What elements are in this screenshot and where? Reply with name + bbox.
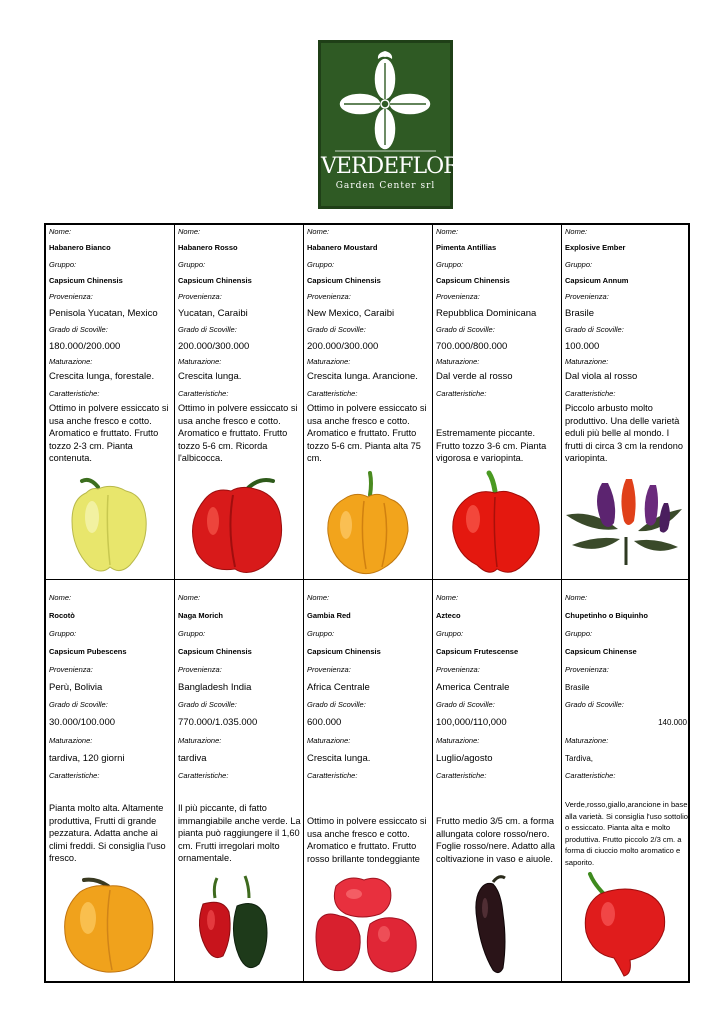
features-label: Caratteristiche: — [436, 771, 487, 780]
pepper-features: Ottimo in polvere essiccato si usa anche fresco e cotto. Aromatico e fruttato. Frutto rosso brillante tondeggiante — [307, 816, 427, 864]
pepper-features: Ottimo in polvere essiccato si usa anche fresco e cotto. Aromatico e fruttato. Frutto tozzo 5-6 cm. Pianta alta 75 cm. — [307, 403, 427, 464]
scoville-label: Grado di Scoville: — [565, 325, 624, 334]
pepper-name: Habanero Moustard — [307, 243, 378, 252]
pepper-scoville: 770.000/1.035.000 — [178, 717, 258, 728]
pepper-photo — [433, 469, 561, 579]
pepper-card — [46, 580, 175, 981]
name-label: Nome: — [565, 227, 588, 236]
origin-label: Provenienza: — [307, 292, 351, 301]
pepper-group: Capsicum Chinensis — [178, 276, 252, 285]
origin-label: Provenienza: — [178, 665, 222, 674]
pepper-group: Capsicum Chinensis — [49, 276, 123, 285]
name-label: Nome: — [178, 593, 201, 602]
pepper-photo — [175, 870, 303, 981]
pepper-origin: America Centrale — [436, 682, 510, 693]
pepper-maturation: tardiva — [178, 753, 207, 764]
pepper-scoville: 200.000/300.000 — [178, 341, 250, 352]
pepper-origin: Perù, Bolivia — [49, 682, 103, 693]
pepper-features: Ottimo in polvere essiccato si usa anche fresco e cotto. Aromatico e fruttato. Frutto tozzo 2-3 cm. Pianta contenuta. — [49, 403, 169, 464]
pepper-catalog-table — [44, 223, 690, 983]
pepper-scoville: 700.000/800.000 — [436, 341, 508, 352]
group-label: Gruppo: — [178, 260, 206, 269]
scoville-label: Grado di Scoville: — [436, 325, 495, 334]
pepper-features: Il più piccante, di fatto immangiabile anche verde. La pianta può raggiungere il 1,60 cm. Frutti irregolari molto ornamentale. — [178, 803, 301, 864]
maturation-label: Maturazione: — [178, 357, 222, 366]
pepper-group: Capsicum Frutescense — [436, 647, 519, 656]
pepper-scoville: 180.000/200.000 — [49, 341, 121, 352]
scoville-label: Grado di Scoville: — [565, 700, 624, 709]
pepper-origin: Bangladesh India — [178, 682, 252, 693]
name-label: Nome: — [49, 227, 72, 236]
pepper-group: Capsicum Chinensis — [178, 647, 252, 656]
features-label: Caratteristiche: — [49, 389, 100, 398]
pepper-features: Piccolo arbusto molto produttivo. Una delle varietà eduli più belle al mondo. I frutti di circa 3 cm la rendono variopinta. — [565, 403, 683, 464]
group-label: Gruppo: — [307, 629, 335, 638]
pepper-maturation: Crescita lunga. — [178, 371, 242, 382]
maturation-label: Maturazione: — [436, 357, 480, 366]
pepper-name: Habanero Rosso — [178, 243, 238, 252]
pepper-scoville: 30.000/100.000 — [49, 717, 116, 728]
pepper-scoville: 140.000 — [658, 718, 687, 727]
features-label: Caratteristiche: — [436, 389, 487, 398]
features-label: Caratteristiche: — [307, 771, 358, 780]
pepper-maturation: Crescita lunga. — [307, 753, 371, 764]
features-label: Caratteristiche: — [307, 389, 358, 398]
scoville-label: Grado di Scoville: — [307, 700, 366, 709]
pepper-scoville: 600.000 — [307, 717, 342, 728]
group-label: Gruppo: — [49, 629, 77, 638]
name-label: Nome: — [307, 227, 330, 236]
pepper-origin: Africa Centrale — [307, 682, 370, 693]
pepper-maturation: Dal verde al rosso — [436, 371, 513, 382]
origin-label: Provenienza: — [436, 665, 480, 674]
origin-label: Provenienza: — [49, 292, 93, 301]
verdeflora-logo — [318, 40, 474, 209]
pepper-name: Chupetinho o Biquinho — [565, 611, 648, 620]
group-label: Gruppo: — [436, 260, 464, 269]
pepper-group: Capsicum Annum — [565, 276, 629, 285]
pepper-group: Capsicum Chinensis — [307, 647, 381, 656]
pepper-photo — [562, 870, 690, 981]
pepper-name: Pimenta Antillias — [436, 243, 497, 252]
name-label: Nome: — [307, 593, 330, 602]
pepper-photo — [433, 870, 561, 981]
pepper-features: Pianta molto alta. Altamente produttiva, Frutti di grande pezzatura. Adatta anche ai climi freddi. Si consiglia l'uso fresco. — [49, 803, 166, 864]
maturation-label: Maturazione: — [178, 736, 222, 745]
pepper-group: Capsicum Chinensis — [436, 276, 510, 285]
logo-brand-text: VERDEFLORA — [321, 154, 474, 179]
features-label: Caratteristiche: — [565, 389, 616, 398]
pepper-origin: Repubblica Dominicana — [436, 308, 537, 319]
features-label: Caratteristiche: — [49, 771, 100, 780]
pepper-features: Frutto medio 3/5 cm. a forma allungata colore rosso/nero. Foglie rosso/nere. Adatto alla coltivazione in vaso e aiuole. — [436, 816, 555, 864]
pepper-origin: Penisola Yucatan, Mexico — [49, 308, 158, 319]
pepper-card — [304, 225, 433, 579]
maturation-label: Maturazione: — [49, 357, 93, 366]
scoville-label: Grado di Scoville: — [307, 325, 366, 334]
pepper-group: Capsicum Pubescens — [49, 647, 127, 656]
maturation-label: Maturazione: — [436, 736, 480, 745]
pepper-features: Verde,rosso,giallo,arancione in base alla varietà. Si consiglia l'uso sottolio o essiccato. Pianta alta e molto produttiva. Frutto piccolo 2/3 cm. a forma di ciuccio molto aromatico e saporito. — [565, 800, 689, 867]
scoville-label: Grado di Scoville: — [436, 700, 495, 709]
pepper-photo — [46, 870, 174, 981]
pepper-features: Ottimo in polvere essiccato si usa anche fresco e cotto. Aromatico e fruttato. Frutto tozzo 5-6 cm. Ricorda l'albicocca. — [178, 403, 298, 464]
group-label: Gruppo: — [565, 629, 593, 638]
pepper-scoville: 100.000 — [565, 341, 600, 352]
pepper-card — [46, 225, 175, 579]
pepper-scoville: 100,000/110,000 — [436, 717, 507, 728]
pepper-card — [433, 580, 562, 981]
name-label: Nome: — [178, 227, 201, 236]
pepper-origin: Yucatan, Caraibi — [178, 308, 248, 319]
pepper-photo — [46, 469, 174, 579]
origin-label: Provenienza: — [49, 665, 93, 674]
scoville-label: Grado di Scoville: — [178, 325, 237, 334]
origin-label: Provenienza: — [178, 292, 222, 301]
group-label: Gruppo: — [49, 260, 77, 269]
pepper-origin: New Mexico, Caraibi — [307, 308, 395, 319]
scoville-label: Grado di Scoville: — [49, 700, 108, 709]
pepper-name: Gambia Red — [307, 611, 351, 620]
pepper-card — [175, 580, 304, 981]
pepper-name: Azteco — [436, 611, 461, 620]
scoville-label: Grado di Scoville: — [49, 325, 108, 334]
maturation-label: Maturazione: — [565, 736, 609, 745]
pepper-card — [175, 225, 304, 579]
pepper-card — [562, 580, 690, 981]
pepper-maturation: Dal viola al rosso — [565, 371, 638, 382]
pepper-name: Rocotò — [49, 611, 75, 620]
group-label: Gruppo: — [565, 260, 593, 269]
pepper-name: Explosive Ember — [565, 243, 626, 252]
pepper-scoville: 200.000/300.000 — [307, 341, 379, 352]
logo-subtitle: Garden Center srl — [335, 181, 436, 191]
pepper-name: Naga Morich — [178, 611, 224, 620]
origin-label: Provenienza: — [307, 665, 351, 674]
pepper-photo — [175, 469, 303, 579]
origin-label: Provenienza: — [565, 665, 609, 674]
pepper-photo — [304, 870, 432, 981]
pepper-maturation: tardiva, 120 giorni — [49, 753, 125, 764]
pepper-card — [304, 580, 433, 981]
pepper-card — [562, 225, 690, 579]
pepper-maturation: Crescita lunga, forestale. — [49, 371, 155, 382]
pepper-origin: Brasile — [565, 308, 595, 319]
name-label: Nome: — [436, 593, 459, 602]
pepper-maturation: Luglio/agosto — [436, 753, 493, 764]
name-label: Nome: — [565, 593, 588, 602]
scoville-label: Grado di Scoville: — [178, 700, 237, 709]
features-label: Caratteristiche: — [178, 771, 229, 780]
origin-label: Provenienza: — [436, 292, 480, 301]
pepper-features: Estremamente piccante. Frutto tozzo 3-6 cm. Pianta vigorosa e variopinta. — [436, 428, 547, 464]
pepper-maturation: Crescita lunga. Arancione. — [307, 371, 418, 382]
name-label: Nome: — [49, 593, 72, 602]
maturation-label: Maturazione: — [565, 357, 609, 366]
pepper-maturation: Tardiva, — [565, 754, 594, 763]
maturation-label: Maturazione: — [49, 736, 93, 745]
features-label: Caratteristiche: — [178, 389, 229, 398]
pepper-group: Capsicum Chinense — [565, 647, 637, 656]
features-label: Caratteristiche: — [565, 771, 616, 780]
maturation-label: Maturazione: — [307, 736, 351, 745]
maturation-label: Maturazione: — [307, 357, 351, 366]
pepper-group: Capsicum Chinensis — [307, 276, 381, 285]
group-label: Gruppo: — [307, 260, 335, 269]
pepper-photo — [304, 469, 432, 579]
group-label: Gruppo: — [436, 629, 464, 638]
origin-label: Provenienza: — [565, 292, 609, 301]
pepper-card — [433, 225, 562, 579]
pepper-name: Habanero Bianco — [49, 243, 111, 252]
name-label: Nome: — [436, 227, 459, 236]
pepper-origin: Brasile — [565, 683, 590, 692]
pepper-photo — [562, 469, 690, 579]
group-label: Gruppo: — [178, 629, 206, 638]
